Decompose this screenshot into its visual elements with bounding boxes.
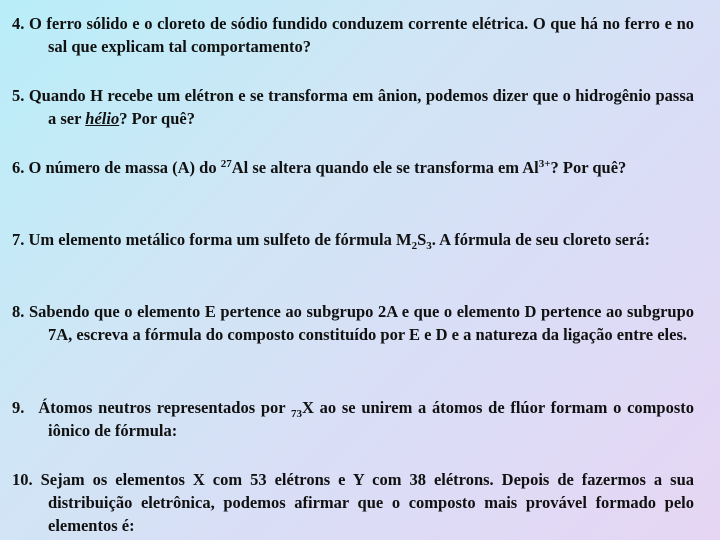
question-text-end: ao se unirem a átomos de flúor formam o composto iônico de fórmula: bbox=[48, 398, 694, 440]
formula-subscript: 2 bbox=[411, 240, 418, 252]
formula-subscript: 3 bbox=[426, 240, 432, 252]
question-text: Sabendo que o elemento E pertence ao subgrupo 2A e que o elemento D pertence ao subgrupo 7A, escreva a fórmula do composto constituído por E e D e a natureza da ligação entre eles. bbox=[28, 302, 695, 344]
question-text-end: ? Por quê? bbox=[119, 109, 195, 128]
question-10 bbox=[12, 468, 694, 537]
question-7 bbox=[12, 228, 694, 251]
formula-metal: M bbox=[396, 230, 412, 249]
ion-symbol: Al bbox=[522, 158, 539, 177]
element-symbol: X bbox=[302, 398, 314, 417]
question-number: 9. bbox=[12, 398, 25, 417]
question-text-end: . A fórmula de seu cloreto será: bbox=[431, 230, 651, 249]
question-text: Sejam os elementos X com 53 elétrons e Y com 38 elétrons. Depois de fazermos a sua distribuição eletrônica, podemos afirmar que o composto mais provável formado pelo elementos é: bbox=[40, 470, 695, 535]
question-number: 8. bbox=[12, 302, 25, 321]
question-text: Átomos neutros representados por bbox=[38, 398, 292, 417]
question-text-middle: se altera quando ele se transforma em bbox=[248, 158, 523, 177]
question-text: O número de massa (A) do bbox=[28, 158, 221, 177]
question-8 bbox=[12, 300, 694, 346]
question-number: 7. bbox=[12, 230, 25, 249]
question-5 bbox=[12, 84, 694, 130]
question-text: O ferro sólido e o cloreto de sódio fundido conduzem corrente elétrica. O que há no ferro e no sal que explicam tal comportamento? bbox=[28, 14, 694, 56]
question-6 bbox=[12, 156, 694, 179]
mass-number: 27 bbox=[220, 158, 232, 170]
emphasized-word: hélio bbox=[85, 109, 120, 128]
question-text: Quando H recebe um elétron e se transforma em ânion, podemos dizer que o hidrogênio passa a ser bbox=[28, 86, 694, 128]
element-symbol: Al bbox=[231, 158, 249, 177]
question-number: 10. bbox=[12, 470, 33, 489]
question-number: 5. bbox=[12, 86, 25, 105]
question-number: 6. bbox=[12, 158, 25, 177]
formula-sulfur: S bbox=[417, 230, 427, 249]
question-4 bbox=[12, 12, 694, 58]
question-number: 4. bbox=[12, 14, 25, 33]
ion-charge: 3+ bbox=[538, 158, 551, 170]
question-9 bbox=[12, 396, 694, 442]
question-text-end: ? Por quê? bbox=[550, 158, 627, 177]
question-text: Um elemento metálico forma um sulfeto de fórmula bbox=[28, 230, 396, 249]
atomic-number: 73 bbox=[291, 408, 303, 420]
